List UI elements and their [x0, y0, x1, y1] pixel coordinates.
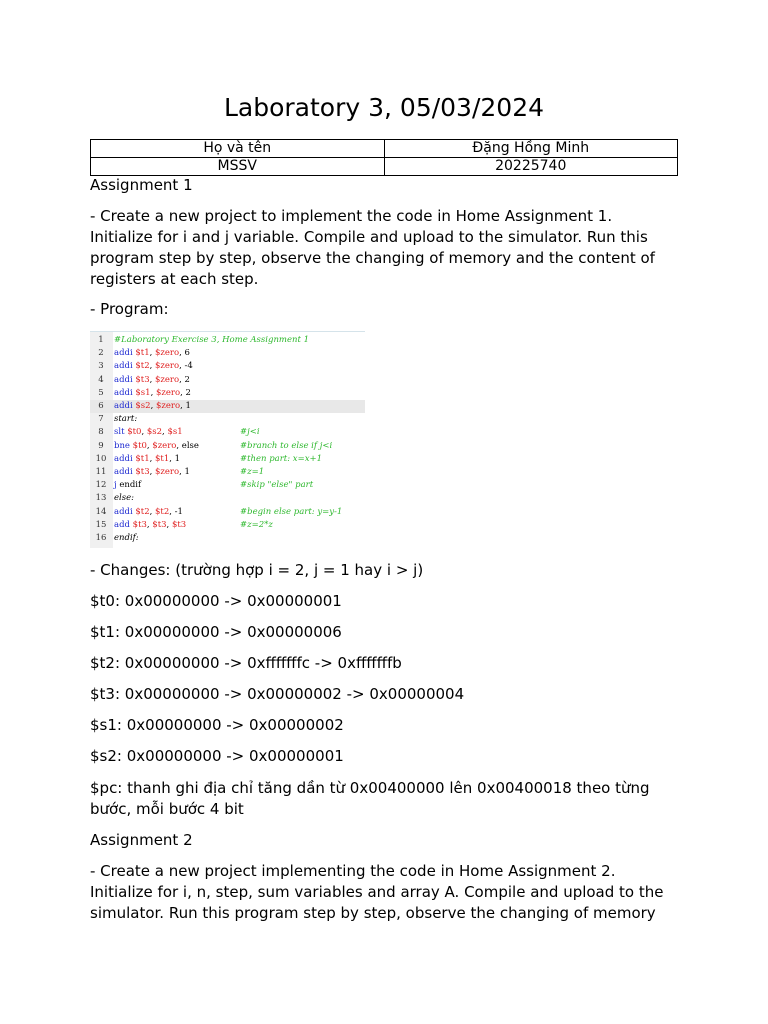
- line-number: 12: [95, 480, 107, 491]
- code-token: $t0: [132, 440, 147, 451]
- code-token: $zero: [152, 440, 177, 451]
- code-text: [114, 387, 191, 400]
- code-token: $s2: [146, 427, 163, 438]
- code-token: slt: [114, 427, 128, 438]
- code-line: [90, 466, 365, 479]
- code-token: , 2: [180, 387, 191, 398]
- code-token: $t2: [135, 506, 150, 517]
- table-row: [91, 158, 678, 176]
- code-comment: #begin else part: y=y-1: [240, 506, 343, 517]
- code-token: ,: [150, 401, 156, 411]
- code-token: ,: [149, 361, 156, 372]
- register-change-t0: $t0: 0x00000000 -> 0x00000001: [90, 592, 342, 610]
- code-text: [114, 532, 139, 545]
- table-row: [91, 140, 678, 158]
- code-text: [114, 479, 141, 492]
- line-number: 10: [95, 453, 107, 464]
- code-line: [90, 413, 365, 426]
- pc-note: $pc: thanh ghi địa chỉ tăng dần từ 0x00400000 lên 0x00400018 theo từng bước, mỗi bước 4 bit: [90, 779, 650, 818]
- page-title: Laboratory 3, 05/03/2024: [223, 93, 545, 122]
- assignment2-description: - Create a new project implementing the code in Home Assignment 2. Initialize for i, n, step, sum variables and array A. Compile and upload to the simulator. Run this program step by step, observe the changing of memory: [90, 862, 664, 922]
- code-text: [114, 506, 183, 519]
- code-token: $t3: [132, 519, 147, 530]
- code-token: $s1: [135, 387, 151, 398]
- code-token: ,: [149, 453, 156, 464]
- code-text: [114, 374, 190, 387]
- code-token: $t3: [171, 519, 187, 530]
- code-line: [90, 347, 365, 360]
- student-info-table: [90, 139, 678, 176]
- register-change-t3: $t3: 0x00000000 -> 0x00000002 -> 0x00000004: [90, 685, 465, 703]
- code-text: [114, 519, 186, 532]
- code-line: [90, 400, 365, 413]
- code-token: endif: [119, 480, 142, 491]
- name-label-cell: Họ và tên: [91, 140, 385, 158]
- code-comment: #z=2*z: [240, 519, 273, 530]
- code-token: addi: [114, 453, 136, 464]
- code-token: addi: [114, 467, 136, 477]
- line-number: 1: [98, 335, 104, 345]
- code-token: $t2: [135, 361, 150, 372]
- code-token: , 2: [179, 374, 190, 385]
- code-line: [90, 519, 365, 532]
- code-token: $t1: [135, 453, 150, 464]
- code-token: addi: [114, 506, 136, 517]
- line-number: 16: [95, 533, 107, 543]
- code-line: [90, 374, 365, 387]
- register-change-s2: $s2: 0x00000000 -> 0x00000001: [90, 747, 344, 765]
- code-token: $zero: [155, 374, 180, 385]
- code-token: $t3: [152, 519, 167, 530]
- id-label-cell: MSSV: [91, 158, 385, 176]
- code-line: [90, 492, 365, 505]
- register-change-s1: $s1: 0x00000000 -> 0x00000002: [90, 716, 344, 734]
- line-number: 11: [95, 467, 107, 477]
- code-line: [90, 506, 365, 519]
- code-token: ,: [146, 440, 153, 451]
- code-token: start:: [114, 414, 138, 425]
- code-token: endif:: [114, 533, 139, 543]
- line-number: 13: [95, 493, 107, 504]
- code-token: $s1: [167, 427, 183, 438]
- code-text: [114, 413, 137, 426]
- line-number: 14: [95, 506, 107, 517]
- code-token: ,: [149, 506, 156, 517]
- id-value-cell: 20225740: [384, 158, 678, 176]
- line-number: 7: [98, 414, 104, 425]
- code-token: else:: [114, 493, 135, 504]
- code-token: , 6: [179, 348, 190, 359]
- code-line: [90, 334, 365, 347]
- code-token: $zero: [155, 387, 181, 398]
- code-token: , -1: [169, 506, 183, 517]
- assignment1-heading: Assignment 1: [90, 176, 193, 194]
- code-line: [90, 532, 365, 545]
- code-token: , else: [176, 440, 199, 451]
- code-token: addi: [114, 348, 136, 359]
- line-number: 9: [98, 440, 104, 451]
- code-screenshot: [90, 331, 365, 548]
- line-number: 6: [98, 401, 104, 411]
- code-text: [114, 426, 183, 439]
- code-text: [114, 360, 193, 373]
- code-token: addi: [114, 401, 136, 411]
- code-text: [114, 334, 309, 347]
- code-text: [114, 466, 190, 479]
- code-token: $t3: [135, 467, 150, 477]
- register-change-t2: $t2: 0x00000000 -> 0xfffffffc -> 0xfffffffb: [90, 654, 402, 672]
- name-value-cell: Đặng Hồng Minh: [384, 140, 678, 158]
- code-line: [90, 453, 365, 466]
- code-token: $s2: [135, 401, 151, 411]
- code-token: $t2: [155, 506, 170, 517]
- code-token: ,: [166, 519, 172, 530]
- line-number: 2: [98, 348, 104, 359]
- code-token: ,: [149, 348, 156, 359]
- code-token: $zero: [155, 361, 180, 372]
- code-text: [114, 400, 191, 413]
- code-token: j: [114, 480, 120, 491]
- line-number: 15: [95, 519, 107, 530]
- code-token: addi: [114, 387, 136, 398]
- code-line: [90, 479, 365, 492]
- code-token: addi: [114, 374, 136, 385]
- changes-heading: - Changes: (trường hợp i = 2, j = 1 hay i > j): [90, 561, 424, 579]
- code-line: [90, 426, 365, 439]
- code-comment: #skip "else" part: [240, 480, 314, 491]
- code-token: $t1: [155, 453, 170, 464]
- code-token: , 1: [179, 467, 190, 477]
- code-token: bne: [114, 440, 133, 451]
- code-token: $t1: [135, 348, 150, 359]
- register-change-t1: $t1: 0x00000000 -> 0x00000006: [90, 623, 342, 641]
- code-comment: #j<i: [240, 427, 260, 438]
- code-token: ,: [146, 519, 153, 530]
- line-number: 5: [98, 387, 104, 398]
- code-token: ,: [162, 427, 168, 438]
- code-token: ,: [149, 374, 156, 385]
- code-token: addi: [114, 361, 136, 372]
- code-token: add: [114, 519, 133, 530]
- code-token: ,: [150, 387, 156, 398]
- assignment2-heading: Assignment 2: [90, 831, 193, 849]
- code-text: [114, 440, 199, 453]
- code-token: $zero: [155, 401, 181, 411]
- line-number: 4: [98, 374, 104, 385]
- code-line: [90, 440, 365, 453]
- code-token: #Laboratory Exercise 3, Home Assignment 1: [114, 335, 310, 345]
- code-comment: #z=1: [240, 467, 265, 477]
- assignment1-description: - Create a new project to implement the code in Home Assignment 1. Initialize for i and j variable. Compile and upload to the simulator. Run this program step by step, observe the changing of memory and the content of registers at each step.: [90, 207, 655, 288]
- code-token: ,: [149, 467, 156, 477]
- code-token: , -4: [179, 361, 193, 372]
- code-token: $zero: [155, 467, 180, 477]
- code-token: $t3: [135, 374, 150, 385]
- code-token: , 1: [180, 401, 191, 411]
- line-number: 3: [98, 361, 104, 372]
- code-text: [114, 347, 190, 360]
- code-comment: #then part: x=x+1: [240, 453, 323, 464]
- code-token: $zero: [155, 348, 180, 359]
- code-comment: #branch to else if j<i: [240, 440, 333, 451]
- line-number: 8: [98, 427, 104, 438]
- code-token: ,: [141, 427, 147, 438]
- program-label: - Program:: [90, 300, 169, 318]
- code-line: [90, 360, 365, 373]
- code-text: [114, 453, 180, 466]
- code-line: [90, 387, 365, 400]
- code-token: , 1: [169, 453, 181, 464]
- code-text: [114, 492, 134, 505]
- code-token: $t0: [127, 427, 142, 438]
